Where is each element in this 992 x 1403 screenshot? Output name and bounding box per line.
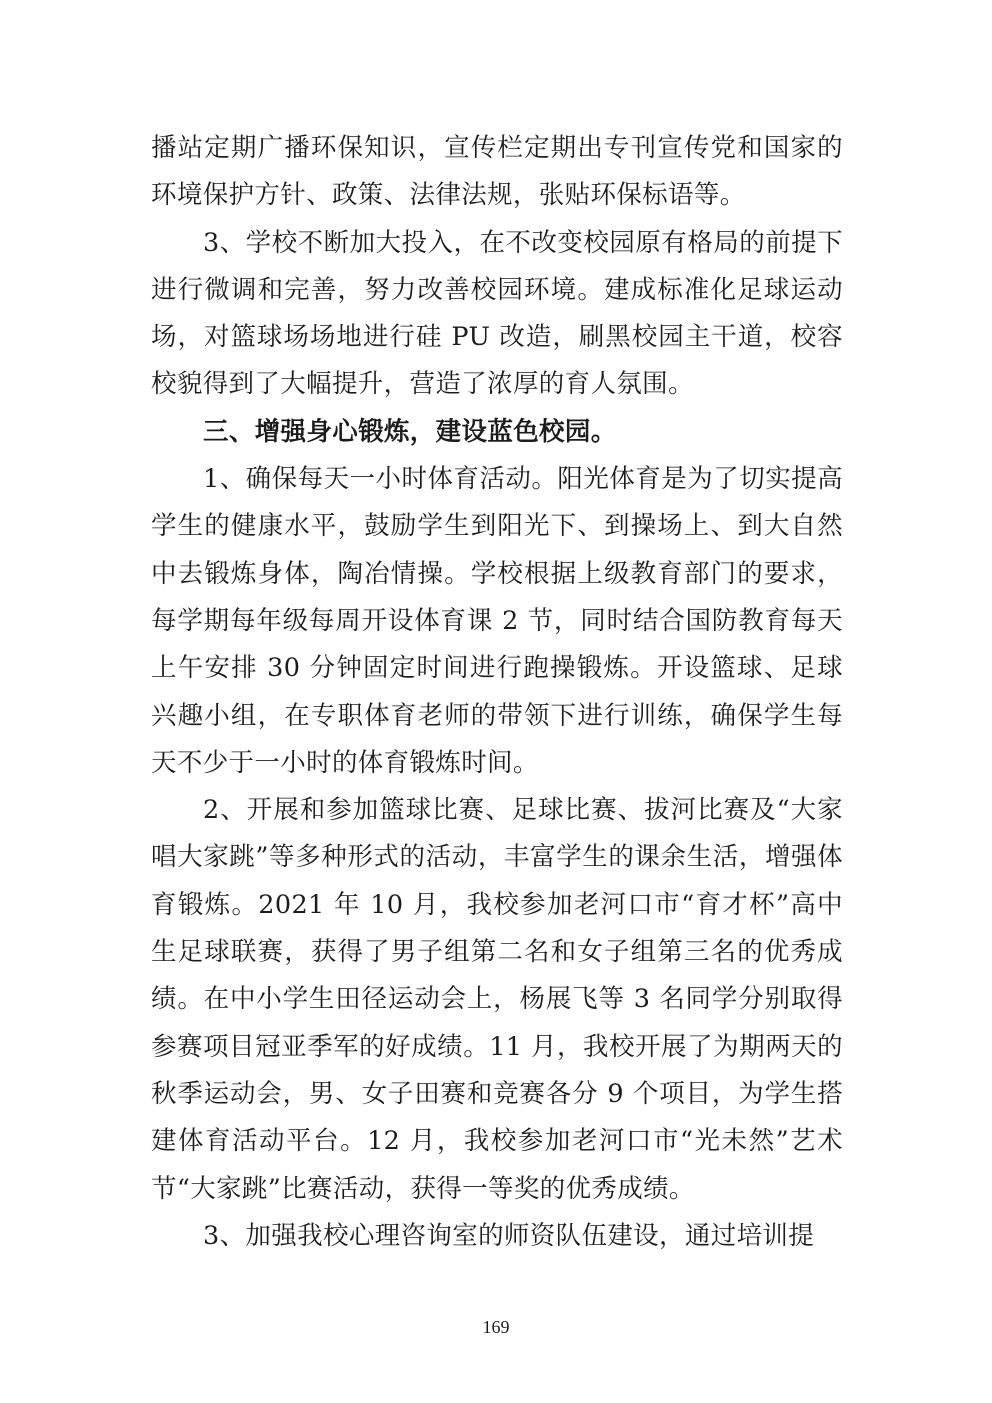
page-number: 169 — [482, 1317, 510, 1337]
paragraph-item-3-counseling: 3、加强我校心理咨询室的师资队伍建设，通过培训提 — [203, 1220, 815, 1251]
paragraph-item-3-campus-investment: 3、学校不断加大投入，在不改变校园原有格局的前提下进行微调和完善，努力改善校园环境。建成标准化足球运动场，对篮球场场地进行硅 PU 改造，刷黑校园主干道，校容校貌得到了大幅提升，营造了浓厚的育人氛围。 — [151, 227, 843, 400]
paragraph-item-1-daily-exercise: 1、确保每天一小时体育活动。阳光体育是为了切实提高学生的健康水平，鼓励学生到阳光下、到操场上、到大自然中去锻炼身体，陶冶情操。学校根据上级教育部门的要求，每学期每年级每周开设体育课 2 节，同时结合国防教育每天上午安排 30 分钟固定时间进行跑操锻炼。开设篮球、足球兴趣小组，在专职体育老师的带领下进行训练，确保学生每天不少于一小时的体育锻炼时间。 — [151, 464, 843, 778]
paragraph-item-2-competitions: 2、开展和参加篮球比赛、足球比赛、拔河比赛及“大家唱大家跳”等多种形式的活动，丰富学生的课余生活，增强体育锻炼。2021 年 10 月，我校参加老河口市“育才杯”高中生足球联赛，获得了男子组第二名和女子组第三名的优秀成绩。在中小学生田径运动会上，杨展飞等 3 名同学分别取得参赛项目冠亚季军的好成绩。11 月，我校开展了为期两天的秋季运动会，男、女子田赛和竞赛各分 9 个项目，为学生搭建体育活动平台。12 月，我校参加老河口市“光未然”艺术节“大家跳”比赛活动，获得一等奖的优秀成绩。 — [151, 795, 843, 1204]
section-heading-three: 三、增强身心锻炼，建设蓝色校园。 — [203, 416, 617, 447]
body-text — [151, 125, 843, 1260]
paragraph-continuation: 播站定期广播环保知识，宣传栏定期出专刊宣传党和国家的环境保护方针、政策、法律法规，张贴环保标语等。 — [151, 133, 843, 211]
